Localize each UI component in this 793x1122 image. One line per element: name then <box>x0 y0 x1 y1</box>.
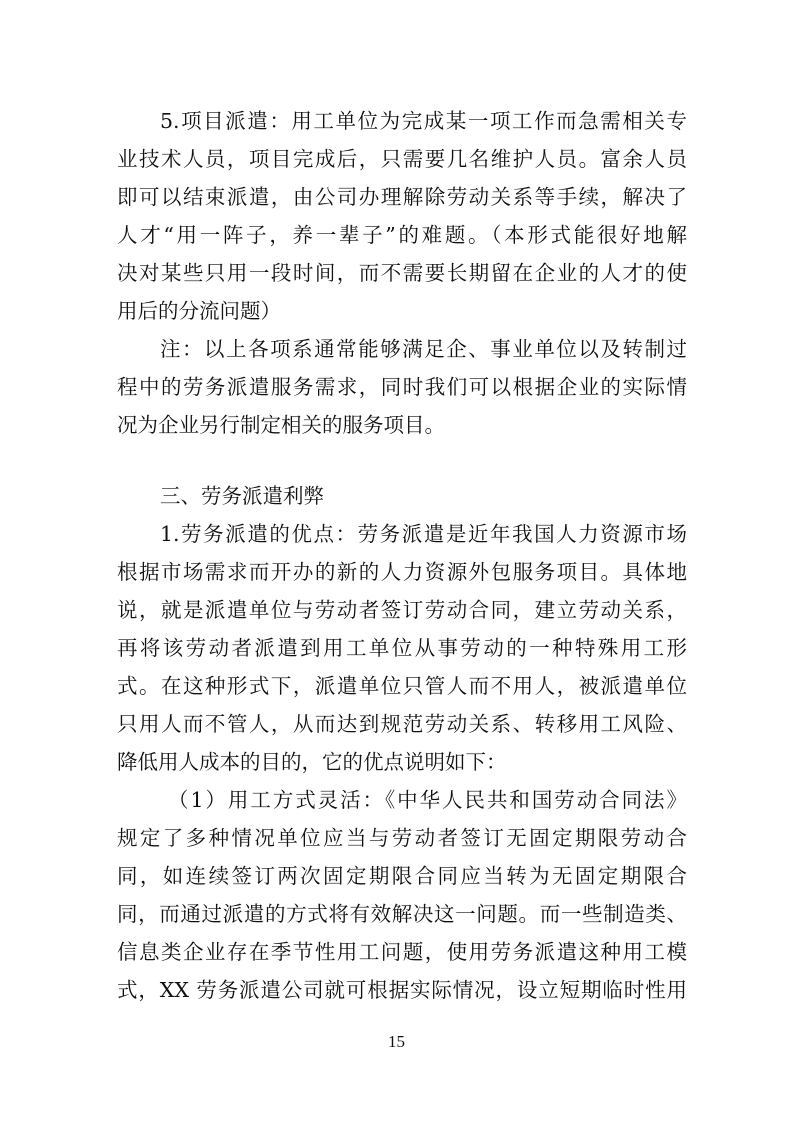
paragraph-line: 决对某些只用一段时间，而不需要长期留在企业的人才的使 <box>117 261 687 285</box>
paragraph-line: （1）用工方式灵活：《中华人民共和国劳动合同法》 <box>168 788 687 812</box>
note-line: 况为企业另行制定相关的服务项目。 <box>117 413 445 437</box>
paragraph-line: 同，如连续签订两次固定期限合同应当转为无固定期限合 <box>117 864 687 888</box>
note-line: 注：以上各项系通常能够满足企、事业单位以及转制过 <box>160 337 687 361</box>
paragraph-line: 业技术人员，项目完成后，只需要几名维护人员。富余人员 <box>117 147 687 171</box>
paragraph-line: 用后的分流问题） <box>117 299 281 323</box>
paragraph-line: 人才“用一阵子，养一辈子”的难题。（本形式能很好地解 <box>117 223 687 247</box>
paragraph-line: 说，就是派遣单位与劳动者签订劳动合同，建立劳动关系， <box>117 598 687 622</box>
paragraph-line: 同，而通过派遣的方式将有效解决这一问题。而一些制造类、 <box>117 902 687 926</box>
paragraph-line: 式，XX 劳务派遣公司就可根据实际情况，设立短期临时性用 <box>117 978 687 1002</box>
page-number: 15 <box>388 1032 405 1051</box>
paragraph-line: 降低用人成本的目的，它的优点说明如下： <box>117 750 507 774</box>
note-line: 程中的劳务派遣服务需求，同时我们可以根据企业的实际情 <box>117 375 687 399</box>
paragraph-line: 1.劳务派遣的优点：劳务派遣是近年我国人力资源市场 <box>160 522 687 546</box>
paragraph-line: 根据市场需求而开办的新的人力资源外包服务项目。具体地 <box>117 560 687 584</box>
paragraph-line: 5.项目派遣：用工单位为完成某一项工作而急需相关专 <box>160 109 687 133</box>
paragraph-line: 信息类企业存在季节性用工问题，使用劳务派遣这种用工模 <box>117 940 687 964</box>
paragraph-line: 规定了多种情况单位应当与劳动者签订无固定期限劳动合 <box>117 826 687 850</box>
paragraph-line: 只用人而不管人，从而达到规范劳动关系、转移用工风险、 <box>117 712 687 736</box>
paragraph-line: 再将该劳动者派遣到用工单位从事劳动的一种特殊用工形 <box>117 636 687 660</box>
paragraph-line: 式。在这种形式下，派遣单位只管人而不用人，被派遣单位 <box>117 674 687 698</box>
section-heading: 三、劳务派遣利弊 <box>160 484 324 508</box>
paragraph-line: 即可以结束派遣，由公司办理解除劳动关系等手续，解决了 <box>117 185 687 209</box>
